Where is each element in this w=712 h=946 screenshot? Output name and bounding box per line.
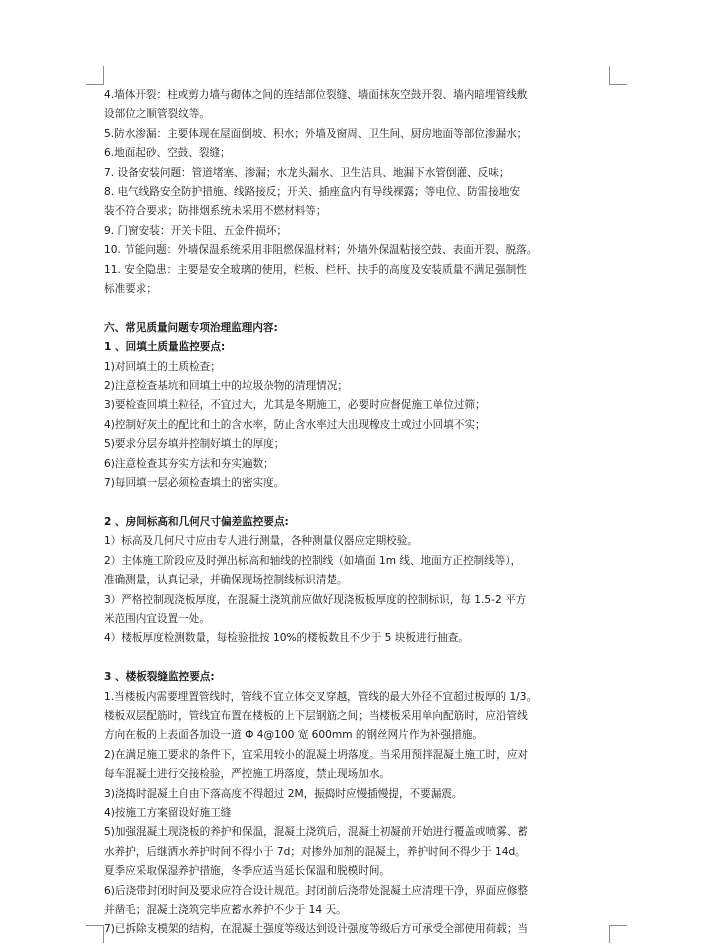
list-item: 1)对回填土的土质检查；	[104, 360, 221, 373]
list-item: 夏季应采取保湿养护措施，冬季应适当延长保温和脱模时间。	[104, 865, 391, 878]
list-item: 8. 电气线路安全防护措施、线路接反；开关、插座盒内有导线裸露；等电位、防雷接地安	[104, 186, 521, 199]
crop-mark-top-right-vertical	[609, 66, 610, 84]
list-item: 并凿毛；混凝土浇筑完毕应蓄水养护不少于 14 天。	[104, 904, 347, 917]
crop-mark-top-left-vertical	[103, 66, 104, 84]
list-item: 楼板双层配筋时，管线宜布置在楼板的上下层钢筋之间；当楼板采用单向配筋时，应沿管线	[104, 709, 528, 722]
crop-mark-bottom-right-vertical	[609, 925, 610, 943]
list-item: 11. 安全隐患：主要是安全玻璃的使用，栏板、栏杆、扶手的高度及安装质量不满足强制性	[104, 263, 527, 276]
spacer	[104, 299, 608, 318]
crop-mark-bottom-left-horizontal	[86, 925, 104, 926]
list-item: 1）标高及几何尺寸应由专人进行测量，各种测量仪器应定期校验。	[104, 535, 418, 548]
list-item: 6)后浇带封闭时间及要求应符合设计规范。封闭前后浇带处混凝土应清理干净，界面应修整	[104, 884, 529, 897]
spacer	[104, 649, 608, 668]
list-item: 米范围内宜设置一处。	[104, 612, 210, 625]
list-item: 装不符合要求；防排烟系统未采用不燃材料等；	[104, 205, 327, 218]
list-item: 5.防水渗漏：主要体现在屋面倒坡、积水；外墙及窗周、卫生间、厨房地面等部位渗漏水；	[104, 127, 528, 140]
list-item: 2)注意检查基坑和回填土中的垃圾杂物的清理情况；	[104, 380, 348, 393]
crop-mark-top-right-horizontal	[609, 84, 627, 85]
list-item: 3）严格控制现浇板厚度，在混凝土浇筑前应做好现浇板板厚度的控制标识，每 1.5-2 平方	[104, 593, 527, 606]
list-item: 5)要求分层夯填并控制好填土的厚度；	[104, 438, 285, 451]
list-item: 7)每回填一层必须检查填土的密实度。	[104, 477, 285, 490]
list-item: 4)控制好灰土的配比和土的含水率，防止含水率过大出现橡皮土或过小回填不实；	[104, 418, 486, 431]
subsection-heading: 3 、楼板裂缝监控要点:	[104, 671, 215, 684]
list-item: 4.墙体开裂：柱或剪力墙与砌体之间的连结部位裂缝、墙面抹灰空鼓开裂、墙内暗埋管线敷	[104, 89, 528, 101]
list-item: 每车混凝土进行交接检验，严控施工坍落度，禁止现场加水。	[104, 768, 391, 781]
list-item: 6.地面起砂、空鼓、裂缝；	[104, 147, 231, 160]
list-item: 标准要求；	[104, 283, 157, 296]
list-item: 准确测量，认真记录，并确保现场控制线标识清楚。	[104, 574, 348, 587]
list-item: 4）楼板厚度检测数量，每检验批按 10%的楼板数且不少于 5 块板进行抽查。	[104, 632, 469, 645]
crop-mark-bottom-right-horizontal	[609, 925, 627, 926]
list-item: 方向在板的上表面各加设一道 Φ 4@100 宽 600mm 的钢丝网片作为补强措施。	[104, 729, 484, 742]
list-item: 2)在满足施工要求的条件下，宜采用较小的混凝土坍落度。当采用预拌混凝土施工时，应对	[104, 748, 529, 761]
list-item: 7. 设备安装问题：管道堵塞、渗漏；水龙头漏水、卫生洁具、地漏下水管倒灌、反味；	[104, 166, 510, 179]
list-item: 设部位之顺管裂纹等。	[104, 108, 210, 121]
list-item: 9. 门窗安装：开关卡阻、五金件损坏；	[104, 224, 287, 237]
list-item: 3)浇捣时混凝土自由下落高度不得超过 2M，振捣时应慢插慢提，不要漏震。	[104, 787, 463, 800]
section-heading: 六、常见质量问题专项治理监理内容:	[104, 321, 278, 334]
list-item: 3)要检查回填土粒径，不宜过大，尤其是冬期施工，必要时应督促施工单位过筛；	[104, 399, 486, 412]
list-item: 1.当楼板内需要埋置管线时，管线不宜立体交叉穿越，管线的最大外径不宜超过板厚的 1/3。	[104, 690, 538, 703]
subsection-heading: 2 、房间标高和几何尺寸偏差监控要点:	[104, 515, 289, 528]
list-item: 7)已拆除支模架的结构，在混凝土强度等级达到设计强度等级后方可承受全部使用荷载；当	[104, 923, 529, 936]
list-item: 4)按施工方案留设好施工缝	[104, 806, 232, 819]
list-item: 10. 节能问题：外墙保温系统采用非阻燃保温材料；外墙外保温粘接空鼓、表面开裂、脱落。	[104, 244, 538, 257]
spacer	[104, 494, 608, 513]
list-item: 6)注意检查其夯实方法和夯实遍数；	[104, 457, 274, 470]
list-item: 水养护，后继洒水养护时间不得小于 7d；对掺外加剂的混凝土，养护时间不得少于 14d。	[104, 845, 526, 858]
list-item: 5)加强混凝土现浇板的养护和保温，混凝土浇筑后，混凝土初凝前开始进行覆盖或喷雾、蓄	[104, 826, 529, 839]
subsection-heading: 1 、回填土质量监控要点:	[104, 341, 226, 354]
document-body	[104, 86, 608, 940]
crop-mark-top-left-horizontal	[86, 84, 104, 85]
list-item: 2）主体施工阶段应及时弹出标高和轴线的控制线（如墙面 1m 线、地面方正控制线等），	[104, 554, 522, 567]
